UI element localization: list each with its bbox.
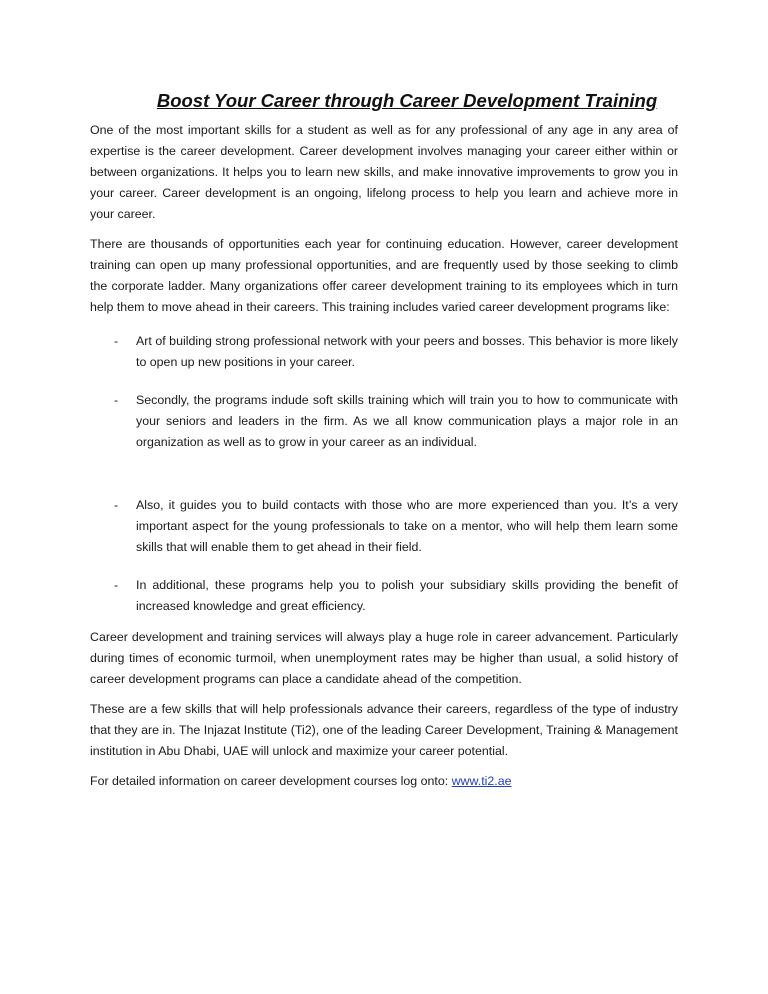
bullet-dash: -	[114, 393, 119, 407]
institute-paragraph: These are a few skills that will help professionals advance their careers, regardless of the type of industry that they are in. The Injazat Institute (Ti2), one of the leading Career Development, Training & Management institution in Abu Dhabi, UAE will unlock and maximize your career potential.	[90, 702, 678, 758]
document-title: Boost Your Career through Career Development Training	[156, 90, 658, 111]
list-item-text: Secondly, the programs indude soft skills training which will train you to how to communicate with your seniors and leaders in the firm. As we all know communication plays a major role in an organization as well as to grow in your career as an individual.	[136, 393, 678, 449]
bullet-dash: -	[114, 498, 119, 512]
list-item	[90, 575, 678, 617]
list-item-text: Also, it guides you to build contacts with those who are more experienced than you. It’s a very important aspect for the young professionals to take on a mentor, who will help them learn some skills that will enable them to get ahead in their field.	[136, 498, 678, 554]
list-item-text: In additional, these programs help you to polish your subsidiary skills providing the benefit of increased knowledge and great efficiency.	[136, 578, 678, 613]
programs-list	[90, 331, 678, 617]
footer-text: For detailed information on career development courses log onto:	[90, 774, 452, 788]
list-item	[90, 390, 678, 453]
list-item	[90, 331, 678, 373]
footer-line	[90, 771, 678, 792]
document-page	[90, 88, 678, 801]
list-item-text: Art of building strong professional network with your peers and bosses. This behavior is more likely to open up new positions in your career.	[136, 334, 678, 369]
opportunities-paragraph: There are thousands of opportunities each year for continuing education. However, career development training can open up many professional opportunities, and are frequently used by those seeking to climb the corporate ladder. Many organizations offer career development training to its employees which in turn help them to move ahead in their careers. This training includes varied career development programs like:	[90, 237, 678, 314]
intro-paragraph: One of the most important skills for a student as well as for any professional of any age in any area of expertise is the career development. Career development involves managing your career either within or between organizations. It helps you to learn new skills, and make innovative improvements to grow you in your career. Career development is an ongoing, lifelong process to help you learn and achieve more in your career.	[90, 123, 678, 221]
website-link[interactable]: www.ti2.ae	[451, 774, 512, 788]
bullet-dash: -	[114, 578, 119, 592]
advancement-paragraph: Career development and training services will always play a huge role in career advancement. Particularly during times of economic turmoil, when unemployment rates may be higher than usual, a solid history of career development programs can place a candidate ahead of the competition.	[90, 630, 678, 686]
bullet-dash: -	[114, 334, 119, 348]
list-item	[90, 495, 678, 558]
